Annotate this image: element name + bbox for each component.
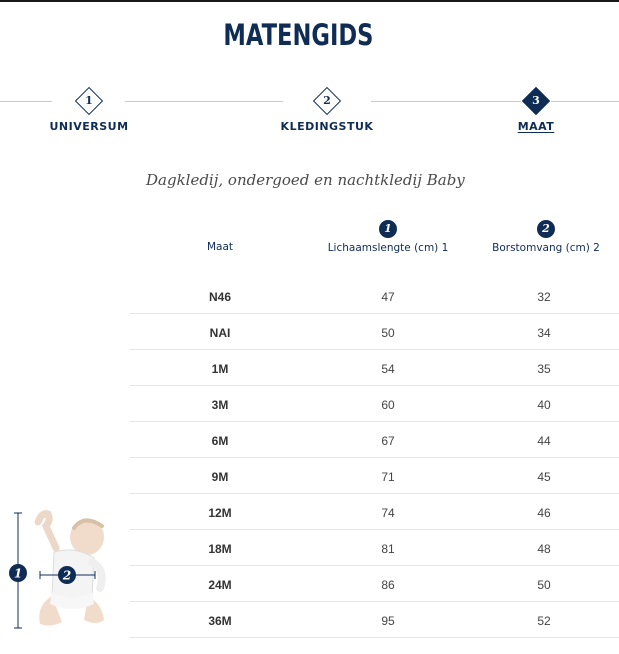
baby-measurement-illustration bbox=[8, 500, 128, 640]
length-cell: 54 bbox=[381, 362, 395, 376]
chest-cell: 35 bbox=[537, 362, 551, 376]
chest-cell: 50 bbox=[537, 578, 551, 592]
length-cell: 74 bbox=[381, 506, 395, 520]
page-title: MATENGIDS bbox=[223, 18, 374, 52]
chest-cell: 46 bbox=[537, 506, 551, 520]
step-label: MAAT bbox=[517, 120, 555, 133]
column-header-length: 1 Lichaamslengte (cm) 1 bbox=[327, 222, 449, 254]
chest-cell: 32 bbox=[537, 290, 551, 304]
chest-cell: 44 bbox=[537, 434, 551, 448]
chest-cell: 45 bbox=[537, 470, 551, 484]
size-cell: 6M bbox=[211, 434, 229, 448]
table-row bbox=[130, 530, 619, 566]
step-diamond-icon: 1 bbox=[75, 87, 103, 115]
chest-cell: 34 bbox=[537, 326, 551, 340]
stepper-line bbox=[125, 101, 283, 102]
length-cell: 71 bbox=[381, 470, 395, 484]
length-cell: 86 bbox=[381, 578, 395, 592]
length-cell: 81 bbox=[381, 542, 395, 556]
table-row bbox=[130, 350, 619, 386]
size-cell: 12M bbox=[208, 506, 232, 520]
step-maat[interactable] bbox=[481, 88, 591, 133]
table-row bbox=[130, 566, 619, 602]
table-row bbox=[130, 602, 619, 638]
column-header-size: Maat bbox=[206, 241, 234, 253]
size-cell: 3M bbox=[211, 398, 229, 412]
step-universum[interactable] bbox=[34, 88, 144, 133]
category-subtitle: Dagkledij, ondergoed en nachtkledij Baby bbox=[146, 171, 465, 189]
size-cell: 24M bbox=[208, 578, 232, 592]
top-rule bbox=[0, 0, 619, 2]
table-row bbox=[130, 422, 619, 458]
column-header-chest: 2 Borstomvang (cm) 2 bbox=[492, 222, 600, 254]
size-cell: N46 bbox=[208, 290, 231, 304]
length-badge-icon: 1 bbox=[379, 220, 397, 238]
table-row bbox=[130, 314, 619, 350]
chest-badge-icon: 2 bbox=[537, 220, 555, 238]
size-cell: 1M bbox=[211, 362, 229, 376]
length-cell: 50 bbox=[381, 326, 395, 340]
chest-cell: 52 bbox=[537, 614, 551, 628]
size-cell: NAI bbox=[209, 326, 231, 340]
table-row bbox=[130, 458, 619, 494]
step-kledingstuk[interactable] bbox=[272, 88, 382, 133]
length-cell: 60 bbox=[381, 398, 395, 412]
size-cell: 9M bbox=[211, 470, 229, 484]
step-diamond-icon: 2 bbox=[313, 87, 341, 115]
step-label: KLEDINGSTUK bbox=[280, 120, 374, 133]
size-table bbox=[130, 278, 619, 638]
table-row bbox=[130, 494, 619, 530]
length-marker-label: 1 bbox=[13, 566, 23, 581]
length-cell: 47 bbox=[381, 290, 395, 304]
size-cell: 18M bbox=[208, 542, 232, 556]
chest-marker-label: 2 bbox=[62, 568, 72, 583]
step-diamond-icon: 3 bbox=[522, 87, 550, 115]
length-cell: 95 bbox=[381, 614, 395, 628]
chest-cell: 48 bbox=[537, 542, 551, 556]
table-row bbox=[130, 278, 619, 314]
length-cell: 67 bbox=[381, 434, 395, 448]
size-cell: 36M bbox=[208, 614, 232, 628]
table-row bbox=[130, 386, 619, 422]
chest-cell: 40 bbox=[537, 398, 551, 412]
step-label: UNIVERSUM bbox=[49, 120, 129, 133]
